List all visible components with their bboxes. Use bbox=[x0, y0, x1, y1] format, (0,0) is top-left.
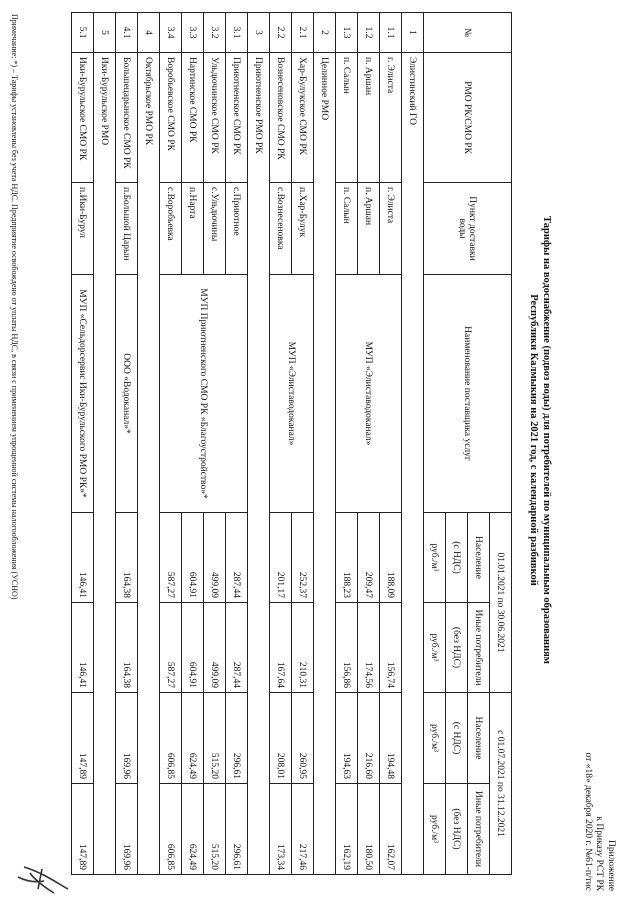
row-point: с.Вознесеновка bbox=[270, 183, 292, 275]
header-p2-with-vat: (с НДС) bbox=[446, 693, 468, 784]
cell-p2-population: 194,63 bbox=[336, 693, 358, 784]
cell-p2-population: 606,85 bbox=[160, 693, 182, 784]
row-num: 3.4 bbox=[160, 13, 182, 53]
cell-p1-other: 156,86 bbox=[336, 603, 358, 693]
row-point: п. Салын bbox=[336, 183, 358, 275]
row-rmo: Элистинский ГО bbox=[402, 53, 424, 875]
cell-p2-other: 180,50 bbox=[358, 784, 380, 875]
cell-p2-other: 162,19 bbox=[336, 784, 358, 875]
appendix-line-3: от «18» декабря 2020 г. №61-п/тис bbox=[583, 752, 593, 891]
table-row bbox=[380, 13, 402, 875]
table-row bbox=[292, 13, 314, 875]
row-rmo: Воробьевское СМО РК bbox=[160, 53, 182, 183]
cell-p2-other: 515,20 bbox=[204, 784, 226, 875]
cell-p2-population: 216,60 bbox=[358, 693, 380, 784]
header-unit: руб./м³ bbox=[424, 693, 446, 784]
header-p1-population: Население bbox=[468, 513, 490, 603]
cell-p1-other: 156,74 bbox=[380, 603, 402, 693]
row-supplier: МУП Приютненского СМО РК «Благоустройство»* bbox=[160, 275, 248, 513]
row-num: 4 bbox=[138, 13, 160, 53]
row-num: 1.3 bbox=[336, 13, 358, 53]
cell-p1-other: 604,91 bbox=[182, 603, 204, 693]
row-rmo: г. Элиста bbox=[380, 53, 402, 183]
table-row bbox=[402, 13, 424, 875]
row-point: п.Хар-Булук bbox=[292, 183, 314, 275]
cell-p2-other: 217,46 bbox=[292, 784, 314, 875]
row-supplier: МУП «Элиставодоканал» bbox=[336, 275, 402, 513]
row-num: 1.2 bbox=[358, 13, 380, 53]
cell-p1-population: 287,44 bbox=[226, 513, 248, 603]
row-rmo: Ики-Бурульское РМО bbox=[94, 53, 116, 875]
row-rmo: Большецарынское СМО РК bbox=[116, 53, 138, 183]
table-row bbox=[116, 13, 138, 875]
cell-p2-population: 515,20 bbox=[204, 693, 226, 784]
appendix-line-2: к Приказу РСТ РК bbox=[594, 816, 605, 891]
title-line-1: Тарифы на водоснабжение (подвоз воды) для потребителей по муниципальным образованиям bbox=[541, 216, 552, 664]
cell-p1-population: 201,17 bbox=[270, 513, 292, 603]
row-rmo: Хар-Булукское СМО РК bbox=[292, 53, 314, 183]
table-row bbox=[314, 13, 336, 875]
appendix-header bbox=[582, 753, 617, 891]
row-rmo: Целинное РМО bbox=[314, 53, 336, 875]
table-row bbox=[94, 13, 116, 875]
cell-p1-other: 210,31 bbox=[292, 603, 314, 693]
header-period-1: 01.01.2021 по 30.06.2021 bbox=[490, 513, 512, 693]
row-point: п.Ики-Бурул bbox=[72, 183, 94, 275]
cell-p1-population: 188,09 bbox=[380, 513, 402, 603]
header-unit: руб./м³ bbox=[424, 784, 446, 875]
row-point: п.Нарта bbox=[182, 183, 204, 275]
cell-p2-population: 169,96 bbox=[116, 693, 138, 784]
row-point: с.Ульдючины bbox=[204, 183, 226, 275]
appendix-line-1: Приложение bbox=[606, 840, 616, 891]
row-rmo: п. Аршан bbox=[358, 53, 380, 183]
table-row bbox=[138, 13, 160, 875]
row-rmo: п. Салын bbox=[336, 53, 358, 183]
cell-p2-population: 296,61 bbox=[226, 693, 248, 784]
header-supplier: Наименование поставщика услуг bbox=[424, 275, 512, 513]
cell-p2-other: 606,85 bbox=[160, 784, 182, 875]
cell-p1-population: 587,27 bbox=[160, 513, 182, 603]
footnote: Примечание: *) – Тарифы установлены без учета НДС. Предприятие освобождено от уплаты НДС, в связи с применением упрощенной системы налогообложения (УСНО) bbox=[10, 14, 19, 600]
row-rmo: Приютненское СМО РК bbox=[226, 53, 248, 183]
cell-p2-other: 624,49 bbox=[182, 784, 204, 875]
signature-mark bbox=[7, 859, 74, 899]
cell-p2-other: 147,89 bbox=[72, 784, 94, 875]
cell-p2-other: 173,34 bbox=[270, 784, 292, 875]
header-p1-with-vat: (с НДС) bbox=[446, 513, 468, 603]
row-rmo: Приютненское РМО РК bbox=[248, 53, 270, 875]
cell-p1-other: 167,64 bbox=[270, 603, 292, 693]
header-p2-without-vat: (без НДС) bbox=[446, 784, 468, 875]
row-num: 5.1 bbox=[72, 13, 94, 53]
header-period-2: с 01.07.2021 по 31.12.2021 bbox=[490, 693, 512, 875]
cell-p2-population: 147,89 bbox=[72, 693, 94, 784]
cell-p1-other: 499,09 bbox=[204, 603, 226, 693]
header-rmo: РМО РК/СМО РК bbox=[424, 53, 512, 183]
cell-p2-population: 208,01 bbox=[270, 693, 292, 784]
cell-p1-population: 499,09 bbox=[204, 513, 226, 603]
cell-p1-population: 146,41 bbox=[72, 513, 94, 603]
cell-p1-population: 188,23 bbox=[336, 513, 358, 603]
cell-p1-population: 209,47 bbox=[358, 513, 380, 603]
row-supplier: ООО «Водоканал»* bbox=[116, 275, 138, 513]
header-p2-other: Иные потребители bbox=[468, 784, 490, 875]
document-title bbox=[527, 120, 552, 760]
cell-p1-other: 174,56 bbox=[358, 603, 380, 693]
cell-p2-other: 162,07 bbox=[380, 784, 402, 875]
cell-p1-population: 164,38 bbox=[116, 513, 138, 603]
cell-p1-other: 164,38 bbox=[116, 603, 138, 693]
row-supplier: МУП «Элиставодоканал» bbox=[270, 275, 314, 513]
row-num: 1 bbox=[402, 13, 424, 53]
header-p2-population: Население bbox=[468, 693, 490, 784]
cell-p2-other: 296,61 bbox=[226, 784, 248, 875]
row-num: 3 bbox=[248, 13, 270, 53]
row-rmo: Нартинское СМО РК bbox=[182, 53, 204, 183]
row-num: 2 bbox=[314, 13, 336, 53]
row-rmo: Вознесеновское СМО РК bbox=[270, 53, 292, 183]
cell-p2-other: 169,96 bbox=[116, 784, 138, 875]
row-num: 2.2 bbox=[270, 13, 292, 53]
row-num: 3.1 bbox=[226, 13, 248, 53]
table-row bbox=[248, 13, 270, 875]
row-num: 2.1 bbox=[292, 13, 314, 53]
row-rmo: Ики-Бурульское СМО РК bbox=[72, 53, 94, 183]
header-p1-other: Иные потребители bbox=[468, 603, 490, 693]
header-unit: руб./м³ bbox=[424, 603, 446, 693]
header-unit: руб./м³ bbox=[424, 513, 446, 603]
header-num: № bbox=[424, 13, 512, 53]
cell-p1-population: 252,37 bbox=[292, 513, 314, 603]
row-supplier: МУП «Сельдорсервис Ики-Бурульского РМО РК»* bbox=[72, 275, 94, 513]
row-point: п. Аршан bbox=[358, 183, 380, 275]
row-num: 5 bbox=[94, 13, 116, 53]
tariff-table bbox=[71, 12, 512, 875]
row-point: с.Воробьевка bbox=[160, 183, 182, 275]
row-rmo: Октябрьское РМО РК bbox=[138, 53, 160, 875]
row-num: 1.1 bbox=[380, 13, 402, 53]
row-point: г. Элиста bbox=[380, 183, 402, 275]
cell-p1-population: 604,91 bbox=[182, 513, 204, 603]
row-point: с.Приютное bbox=[226, 183, 248, 275]
row-num: 4.1 bbox=[116, 13, 138, 53]
cell-p2-population: 260,95 bbox=[292, 693, 314, 784]
title-line-2: Республики Калмыкия на 2021 год, с календарной разбивкой bbox=[528, 294, 540, 586]
cell-p2-population: 624,49 bbox=[182, 693, 204, 784]
table-row bbox=[72, 13, 94, 875]
cell-p1-other: 287,44 bbox=[226, 603, 248, 693]
header-delivery-point: Пункт доставки воды bbox=[424, 183, 512, 275]
cell-p2-population: 194,48 bbox=[380, 693, 402, 784]
cell-p1-other: 146,41 bbox=[72, 603, 94, 693]
row-num: 3.3 bbox=[182, 13, 204, 53]
cell-p1-other: 587,27 bbox=[160, 603, 182, 693]
row-num: 3.2 bbox=[204, 13, 226, 53]
row-point: п.Большой Царын bbox=[116, 183, 138, 275]
row-rmo: Ульдючинское СМО РК bbox=[204, 53, 226, 183]
table-row bbox=[226, 13, 248, 875]
header-p1-without-vat: (без НДС) bbox=[446, 603, 468, 693]
